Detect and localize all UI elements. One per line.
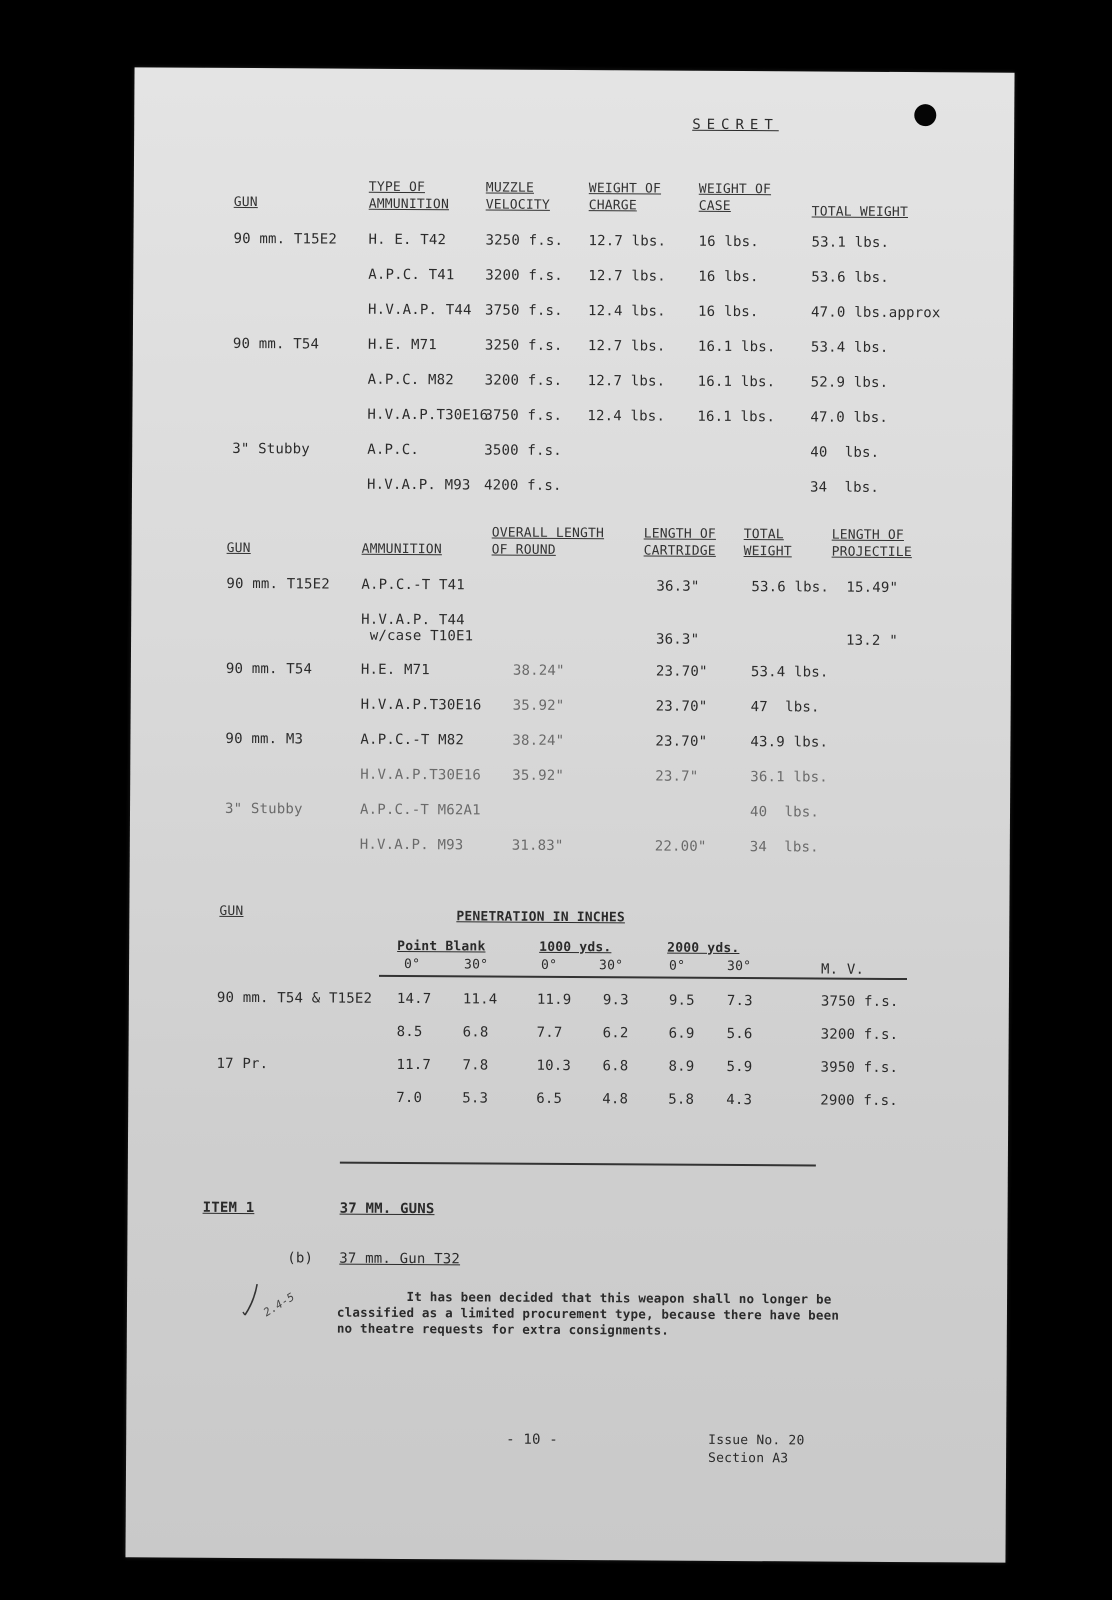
t2-cell-cartridge: 23.70": [655, 663, 708, 680]
t3-title: PENETRATION IN INCHES: [456, 909, 625, 926]
t1-cell-total: 40 lbs.: [810, 444, 880, 461]
t1-cell-case: 16 lbs.: [698, 268, 759, 286]
issue-number: Issue No. 20: [708, 1432, 805, 1449]
t2-cell-cartridge: 23.70": [655, 698, 708, 715]
t1-cell-charge: 12.7 lbs.: [587, 338, 666, 355]
t3-cell-value: 8.5: [396, 1023, 423, 1041]
t3-cell-value: 9.3: [602, 992, 629, 1009]
item-paragraph: It has been decided that this weapon shall no longer be classified as a limited procurement type, because there have been no theatre requests for extra consignments.: [336, 1288, 840, 1338]
t3-group: 2000 yds.: [667, 940, 740, 957]
t1-cell-total: 34 lbs.: [809, 479, 880, 496]
t1-cell-type: H.V.A.P.T30E16: [367, 406, 489, 424]
t2-cell-ammo: A.P.C.-T M62A1: [359, 801, 481, 819]
t3-cell-value: 10.3: [536, 1057, 572, 1075]
t1-cell-type: H.V.A.P. M93: [366, 476, 471, 494]
t1-cell-type: H.E. M71: [367, 336, 437, 354]
t3-cell-mv: 3750 f.s.: [820, 993, 899, 1011]
t3-cell-value: 7.7: [536, 1024, 563, 1041]
t1-cell-velocity: 3200 f.s.: [485, 267, 564, 284]
t1-cell-type: H. E. T42: [368, 231, 447, 249]
t2-cell-ammo: A.P.C.-T T41: [361, 576, 465, 594]
t1-cell-case: 16 lbs.: [698, 233, 759, 251]
t3-cell-mv: 3200 f.s.: [820, 1026, 899, 1044]
t3-cell-value: 6.2: [602, 1025, 629, 1042]
t1-cell-total: 53.6 lbs.: [811, 269, 890, 286]
t1-cell-type: A.P.C. T41: [368, 266, 455, 284]
t1-cell-total: 47.0 lbs.: [810, 409, 889, 426]
t2-cell-ammo: H.V.A.P.T30E16: [360, 766, 482, 784]
t1-cell-total: 47.0 lbs.approx: [811, 304, 941, 322]
t2-header-overall: OVERALL LENGTH OF ROUND: [491, 525, 605, 558]
t1-header-case: WEIGHT OF CASE: [698, 181, 772, 214]
t2-header-total: TOTAL WEIGHT: [743, 527, 792, 560]
t2-cell-overall: 31.83": [511, 837, 564, 854]
item-title: 37 MM. GUNS: [339, 1200, 435, 1218]
t2-header-ammo: AMMUNITION: [361, 541, 442, 558]
t2-cell-projectile: 15.49": [846, 579, 899, 597]
t3-cell-value: 14.7: [396, 990, 432, 1008]
t3-cell-value: 11.4: [462, 991, 498, 1008]
t2-cell-total: 40 lbs.: [749, 804, 820, 821]
t1-cell-velocity: 3200 f.s.: [484, 372, 563, 389]
t2-cell-total: 34 lbs.: [749, 839, 819, 856]
t2-cell-gun: 90 mm. M3: [225, 730, 304, 748]
t3-cell-value: 8.9: [668, 1058, 695, 1075]
t1-header-velocity: MUZZLE VELOCITY: [485, 180, 550, 213]
t3-cell-value: 11.7: [396, 1056, 432, 1074]
t2-cell-cartridge: 36.3": [656, 578, 700, 595]
section-divider: [340, 1162, 816, 1167]
page-number: - 10 -: [506, 1431, 559, 1448]
t3-angle: 30°: [727, 958, 752, 975]
t2-header-cartridge: LENGTH OF CARTRIDGE: [643, 526, 717, 559]
t3-angle: 0°: [669, 958, 686, 974]
t1-cell-velocity: 3500 f.s.: [484, 442, 562, 459]
t2-header-gun: GUN: [226, 540, 251, 557]
t1-cell-case: 16 lbs.: [698, 303, 759, 321]
t2-cell-total: 53.6 lbs.: [751, 579, 830, 596]
t2-cell-ammo: H.V.A.P. M93: [359, 836, 464, 854]
t2-cell-projectile: 13.2 ": [846, 632, 898, 649]
t3-cell-mv: 3950 f.s.: [820, 1059, 899, 1077]
t3-cell-value: 7.8: [462, 1057, 489, 1074]
t1-cell-type: A.P.C. M82: [367, 371, 454, 389]
t1-cell-case: 16.1 lbs.: [697, 338, 776, 356]
t1-header-type: TYPE OF AMMUNITION: [368, 179, 450, 213]
t2-cell-total: 47 lbs.: [750, 699, 820, 716]
section-number: Section A3: [708, 1450, 789, 1467]
t2-cell-gun: 90 mm. T15E2: [226, 575, 330, 593]
item-sub-title: 37 mm. Gun T32: [339, 1250, 461, 1268]
secret-label: SECRET: [692, 116, 779, 134]
t1-cell-charge: 12.7 lbs.: [588, 233, 667, 250]
t2-cell-ammo: H.V.A.P. T44 w/case T10E1: [361, 611, 474, 645]
t2-cell-cartridge: 23.70": [655, 733, 708, 750]
document-page: [125, 67, 1014, 1562]
t1-cell-case: 16.1 lbs.: [697, 373, 776, 391]
t2-cell-overall: 35.92": [512, 697, 565, 714]
t3-cell-value: 11.9: [536, 991, 572, 1009]
t1-cell-velocity: 3250 f.s.: [485, 232, 564, 249]
t1-cell-gun: 90 mm. T54: [232, 335, 320, 353]
t2-cell-ammo: H.V.A.P.T30E16: [360, 696, 482, 714]
t3-group: 1000 yds.: [539, 939, 612, 956]
t3-header-mv: M. V.: [821, 961, 865, 978]
t3-angle: 30°: [464, 957, 489, 973]
t3-cell-value: 5.3: [462, 1090, 489, 1107]
t2-cell-total: 53.4 lbs.: [750, 664, 829, 681]
t1-cell-case: 16.1 lbs.: [697, 408, 776, 426]
t2-cell-total: 43.9 lbs.: [750, 734, 829, 751]
t3-cell-value: 7.0: [396, 1089, 423, 1107]
handwritten-note: 2.4-5: [261, 1290, 298, 1320]
t1-cell-velocity: 4200 f.s.: [483, 477, 562, 494]
t2-cell-ammo: A.P.C.-T M82: [360, 731, 465, 749]
t1-cell-charge: 12.7 lbs.: [587, 373, 666, 390]
t1-cell-gun: 3" Stubby: [232, 440, 310, 458]
item-sub-letter: (b): [287, 1250, 314, 1267]
t2-cell-gun: 90 mm. T54: [225, 660, 313, 678]
t3-cell-value: 4.8: [602, 1091, 629, 1108]
t1-cell-total: 53.4 lbs.: [810, 339, 889, 356]
t3-group: Point Blank: [397, 938, 486, 955]
t3-angle: 0°: [541, 957, 558, 973]
t1-cell-type: H.V.A.P. T44: [368, 301, 472, 319]
t1-cell-charge: 12.7 lbs.: [588, 268, 667, 285]
t3-cell-value: 7.3: [726, 992, 753, 1010]
t3-cell-value: 5.6: [726, 1025, 753, 1043]
t1-cell-total: 52.9 lbs.: [810, 374, 889, 391]
punch-hole: [914, 104, 936, 126]
t2-cell-cartridge: 36.3": [656, 631, 700, 648]
t3-header-gun: GUN: [219, 903, 244, 920]
t3-cell-value: 5.8: [668, 1091, 695, 1108]
t3-cell-value: 9.5: [668, 992, 695, 1009]
t3-cell-value: 6.9: [668, 1025, 695, 1042]
t3-angle: 30°: [599, 958, 624, 974]
t1-cell-velocity: 3750 f.s.: [484, 407, 563, 424]
t2-cell-overall: 35.92": [512, 767, 565, 784]
t2-cell-overall: 38.24": [512, 662, 565, 679]
t3-cell-value: 6.5: [536, 1090, 563, 1107]
t3-cell-value: 6.8: [602, 1058, 629, 1075]
t2-cell-gun: 3" Stubby: [224, 800, 303, 818]
t3-cell-value: 4.3: [726, 1091, 753, 1109]
t2-cell-total: 36.1 lbs.: [750, 769, 828, 786]
t1-cell-charge: 12.4 lbs.: [588, 303, 666, 320]
t3-cell-mv: 2900 f.s.: [820, 1092, 898, 1110]
t1-cell-charge: 12.4 lbs.: [587, 408, 666, 425]
t3-cell-gun: 17 Pr.: [216, 1055, 269, 1073]
t3-cell-gun: 90 mm. T54 & T15E2: [216, 989, 373, 1007]
t1-header-charge: WEIGHT OF CHARGE: [588, 181, 662, 214]
t2-cell-cartridge: 22.00": [654, 838, 707, 855]
t2-header-projectile: LENGTH OF PROJECTILE: [831, 527, 912, 561]
t1-header-total: TOTAL WEIGHT: [811, 204, 909, 221]
t2-cell-overall: 38.24": [512, 732, 565, 749]
t3-cell-value: 6.8: [462, 1024, 489, 1041]
t1-cell-velocity: 3250 f.s.: [484, 337, 563, 354]
t1-header-gun: GUN: [233, 194, 258, 211]
t1-cell-gun: 90 mm. T15E2: [233, 230, 338, 248]
t1-cell-type: A.P.C.: [367, 441, 420, 459]
t2-cell-ammo: H.E. M71: [360, 661, 430, 679]
t1-cell-total: 53.1 lbs.: [811, 234, 890, 251]
t3-cell-value: 5.9: [726, 1058, 753, 1076]
t2-cell-cartridge: 23.7": [655, 768, 699, 785]
t1-cell-velocity: 3750 f.s.: [485, 302, 563, 319]
item-label: ITEM 1: [202, 1199, 255, 1217]
t3-angle: 0°: [404, 956, 421, 973]
